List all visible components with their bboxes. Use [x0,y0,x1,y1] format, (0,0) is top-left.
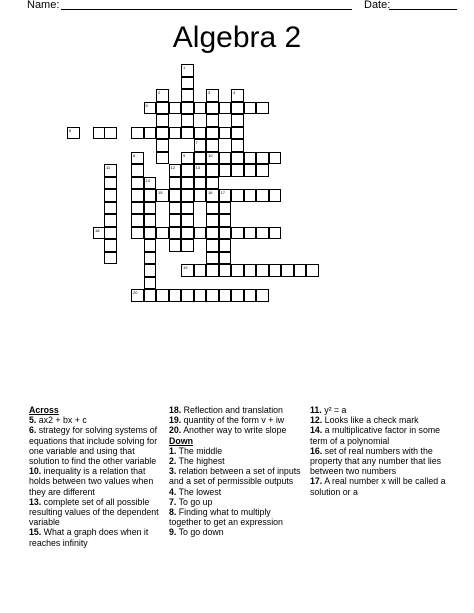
grid-cell[interactable] [244,289,257,302]
grid-cell[interactable] [219,164,232,177]
clues-column-1 [29,405,164,548]
grid-cell[interactable] [206,89,219,102]
grid-cell[interactable] [144,214,157,227]
clue-text: set of real numbers with the property that any number that lies between two numbers [310,445,442,477]
grid-cell[interactable] [219,202,232,215]
clue-item [29,415,164,425]
clue-number: 4 [233,90,236,95]
grid-cell[interactable] [231,89,244,102]
grid-cell[interactable] [156,114,169,127]
grid-cell[interactable] [144,277,157,290]
grid-cell[interactable] [206,189,219,202]
grid-cell[interactable] [206,202,219,215]
grid-cell[interactable] [219,102,232,115]
grid-cell[interactable] [181,189,194,202]
clue-num: 4. [169,486,177,497]
grid-cell[interactable] [104,239,117,252]
clue-item [169,425,302,435]
grid-cell[interactable] [244,189,257,202]
clue-number: 20 [133,290,138,295]
grid-cell[interactable] [231,264,244,277]
grid-cell[interactable] [181,152,194,165]
grid-cell[interactable] [231,152,244,165]
grid-cell[interactable] [194,152,207,165]
clue-num: 1. [169,445,177,456]
clues-column-3 [310,405,446,497]
clue-item [29,466,164,497]
clue-number: 19 [183,265,188,270]
clue-item [169,405,302,415]
grid-cell[interactable] [169,177,182,190]
grid-cell[interactable] [181,114,194,127]
grid-cell[interactable] [104,252,117,265]
grid-cell[interactable] [169,189,182,202]
date-label: Date: [364,0,391,11]
grid-cell[interactable] [181,64,194,77]
clue-text: ax2 + bx + c [36,415,87,426]
grid-cell[interactable] [169,202,182,215]
clue-item [29,425,164,466]
grid-cell[interactable] [244,152,257,165]
clue-num: 18. [169,405,182,415]
grid-cell[interactable] [144,252,157,265]
grid-cell[interactable] [206,127,219,140]
grid-cell[interactable] [169,214,182,227]
grid-cell[interactable] [181,289,194,302]
grid-cell[interactable] [181,164,194,177]
grid-cell[interactable] [156,102,169,115]
clue-num: 10. [29,466,42,477]
clue-text: The middle [176,445,223,456]
grid-cell[interactable] [256,164,269,177]
clue-number: 15 [158,190,163,195]
clue-text: quantity of the form v + iw [181,415,285,426]
grid-cell[interactable] [181,202,194,215]
grid-cell[interactable] [194,289,207,302]
clue-num: 9. [169,527,177,538]
grid-cell[interactable] [169,127,182,140]
grid-cell[interactable] [131,127,144,140]
clue-num: 16. [310,445,323,456]
grid-cell[interactable] [104,177,117,190]
clue-number: 9 [183,152,186,158]
grid-cell[interactable] [144,189,157,202]
grid-cell[interactable] [131,189,144,202]
clue-num: 7. [169,496,177,507]
grid-cell[interactable] [244,164,257,177]
grid-cell[interactable] [194,127,207,140]
grid-cell[interactable] [131,227,144,240]
grid-cell[interactable] [206,114,219,127]
clue-num: 11. [310,405,322,415]
grid-cell[interactable] [144,202,157,215]
grid-cell[interactable] [194,139,207,152]
grid-cell[interactable] [219,152,232,165]
grid-cell[interactable] [194,264,207,277]
clue-item [310,425,446,445]
clue-number: 8 [133,152,136,158]
grid-cell[interactable] [181,89,194,102]
grid-cell[interactable] [206,139,219,152]
clue-item [169,527,302,537]
grid-cell[interactable] [131,164,144,177]
clue-num: 15. [29,527,42,538]
clue-number: 10 [208,152,213,158]
clue-text: To go up [176,496,213,507]
grid-cell[interactable] [156,227,169,240]
clue-item [169,446,302,456]
grid-cell[interactable] [256,227,269,240]
grid-cell[interactable] [181,102,194,115]
clue-item [169,487,302,497]
clue-text: a multiplicative factor in some term of a polynomial [310,425,441,446]
grid-cell[interactable] [181,127,194,140]
grid-cell[interactable] [206,177,219,190]
grid-cell[interactable] [231,102,244,115]
grid-cell[interactable] [131,289,144,302]
grid-cell[interactable] [144,127,157,140]
grid-cell[interactable] [131,214,144,227]
down-heading: Down [169,435,193,446]
grid-cell[interactable] [269,189,282,202]
clue-item [169,415,302,425]
grid-cell[interactable] [181,77,194,90]
grid-cell[interactable] [156,127,169,140]
clue-num: 12. [310,415,323,426]
grid-cell[interactable] [131,202,144,215]
clue-item [169,466,302,486]
clue-number: 6 [69,127,72,133]
grid-cell[interactable] [156,152,169,165]
grid-cell[interactable] [144,264,157,277]
clue-text: The highest [176,456,225,467]
grid-cell[interactable] [206,252,219,265]
grid-cell[interactable] [219,189,232,202]
grid-cell[interactable] [269,264,282,277]
grid-cell[interactable] [219,289,232,302]
grid-cell[interactable] [219,227,232,240]
grid-cell[interactable] [194,177,207,190]
grid-cell[interactable] [144,177,157,190]
clue-num: 3. [169,466,177,477]
grid-cell[interactable] [206,164,219,177]
name-label: Name: [27,0,60,11]
clue-text: Reflection and translation [181,405,283,415]
grid-cell[interactable] [144,239,157,252]
grid-cell[interactable] [231,139,244,152]
clue-number: 2 [158,90,161,95]
grid-cell[interactable] [244,102,257,115]
grid-cell[interactable] [231,289,244,302]
grid-cell[interactable] [156,189,169,202]
clue-number: 11 [106,165,111,170]
clue-number: 3 [208,90,211,95]
clue-num: 13. [29,496,42,507]
clue-item [29,497,164,528]
clue-item [310,415,446,425]
clue-number: 16 [208,190,213,195]
grid-cell[interactable] [244,264,257,277]
grid-cell[interactable] [194,164,207,177]
grid-cell[interactable] [206,227,219,240]
grid-cell[interactable] [169,102,182,115]
grid-cell[interactable] [219,127,232,140]
grid-cell[interactable] [256,102,269,115]
clue-num: 17. [310,476,323,487]
grid-cell[interactable] [156,89,169,102]
grid-cell[interactable] [269,152,282,165]
clue-text: A real number x will be called a solution or a [310,476,446,497]
clue-number: 5 [145,102,148,108]
grid-cell[interactable] [104,127,117,140]
page-title: Algebra 2 [172,21,302,54]
clue-text: The lowest [176,486,222,497]
clues-column-2 [169,405,302,538]
grid-cell[interactable] [231,127,244,140]
grid-cell[interactable] [131,152,144,165]
grid-cell[interactable] [144,227,157,240]
clue-item [310,476,446,496]
clue-num: 6. [29,425,37,436]
grid-cell[interactable] [169,164,182,177]
grid-cell[interactable] [181,214,194,227]
clue-text: Looks like a check mark [322,415,419,426]
grid-cell[interactable] [306,264,319,277]
clue-text: Another way to write slope [181,425,287,436]
grid-cell[interactable] [206,102,219,115]
clue-item [169,497,302,507]
grid-cell[interactable] [281,264,294,277]
clue-number: 18 [95,227,100,233]
grid-cell[interactable] [256,189,269,202]
grid-cell[interactable] [194,189,207,202]
grid-cell[interactable] [144,289,157,302]
grid-cell[interactable] [269,227,282,240]
grid-cell[interactable] [181,264,194,277]
clue-item [310,446,446,477]
across-heading: Across [29,405,59,415]
grid-cell[interactable] [294,264,307,277]
grid-cell[interactable] [169,289,182,302]
clue-number: 13 [195,165,200,170]
grid-cell[interactable] [219,239,232,252]
grid-cell[interactable] [244,227,257,240]
grid-cell[interactable] [231,114,244,127]
grid-cell[interactable] [104,214,117,227]
grid-cell[interactable] [231,227,244,240]
clue-number: 12 [170,165,175,170]
grid-cell[interactable] [219,264,232,277]
grid-cell[interactable] [169,239,182,252]
grid-cell[interactable] [104,164,117,177]
clue-number: 14 [145,177,150,183]
grid-cell[interactable] [104,227,117,240]
grid-cell[interactable] [219,252,232,265]
clue-text: What a graph does when it reaches infinity [29,527,149,548]
clue-number: 17 [220,190,225,195]
clue-num: 8. [169,507,177,518]
grid-cell[interactable] [206,239,219,252]
clue-num: 14. [310,425,323,436]
grid-cell[interactable] [144,102,157,115]
grid-cell[interactable] [194,102,207,115]
clue-text: strategy for solving systems of equations that include solving for one variable and using that solution to find the other variable [29,425,158,467]
grid-cell[interactable] [156,289,169,302]
grid-cell[interactable] [206,264,219,277]
clue-text: complete set of all possible resulting values of the dependent variable [29,496,159,528]
grid-cell[interactable] [181,177,194,190]
grid-cell[interactable] [156,139,169,152]
clue-item [169,507,302,527]
grid-cell[interactable] [194,227,207,240]
clue-num: 20. [169,425,182,436]
grid-cell[interactable] [104,189,117,202]
grid-cell[interactable] [169,227,182,240]
clue-text: y² = a [321,405,347,415]
clue-number: 7 [195,140,198,145]
grid-cell[interactable] [206,289,219,302]
grid-cell[interactable] [104,202,117,215]
grid-cell[interactable] [256,289,269,302]
clue-text: To go down [176,527,224,538]
grid-cell[interactable] [206,152,219,165]
clue-item [310,405,446,415]
grid-cell[interactable] [181,227,194,240]
clue-text: relation between a set of inputs and a set of permissible outputs [169,466,301,487]
clue-number: 1 [183,65,186,70]
grid-cell[interactable] [131,177,144,190]
grid-cell[interactable] [181,239,194,252]
clue-num: 19. [169,415,182,426]
clue-num: 5. [29,415,37,426]
clue-text: Finding what to multiply together to get an expression [169,507,283,528]
clue-text: inequality is a relation that holds between two values when they are different [29,466,154,497]
grid-cell[interactable] [219,214,232,227]
grid-cell[interactable] [256,264,269,277]
clue-num: 2. [169,456,177,467]
grid-cell[interactable] [206,214,219,227]
clue-item [169,456,302,466]
grid-cell[interactable] [231,164,244,177]
grid-cell[interactable] [67,127,80,140]
clue-item [29,527,164,547]
grid-cell[interactable] [231,189,244,202]
grid-cell[interactable] [256,152,269,165]
